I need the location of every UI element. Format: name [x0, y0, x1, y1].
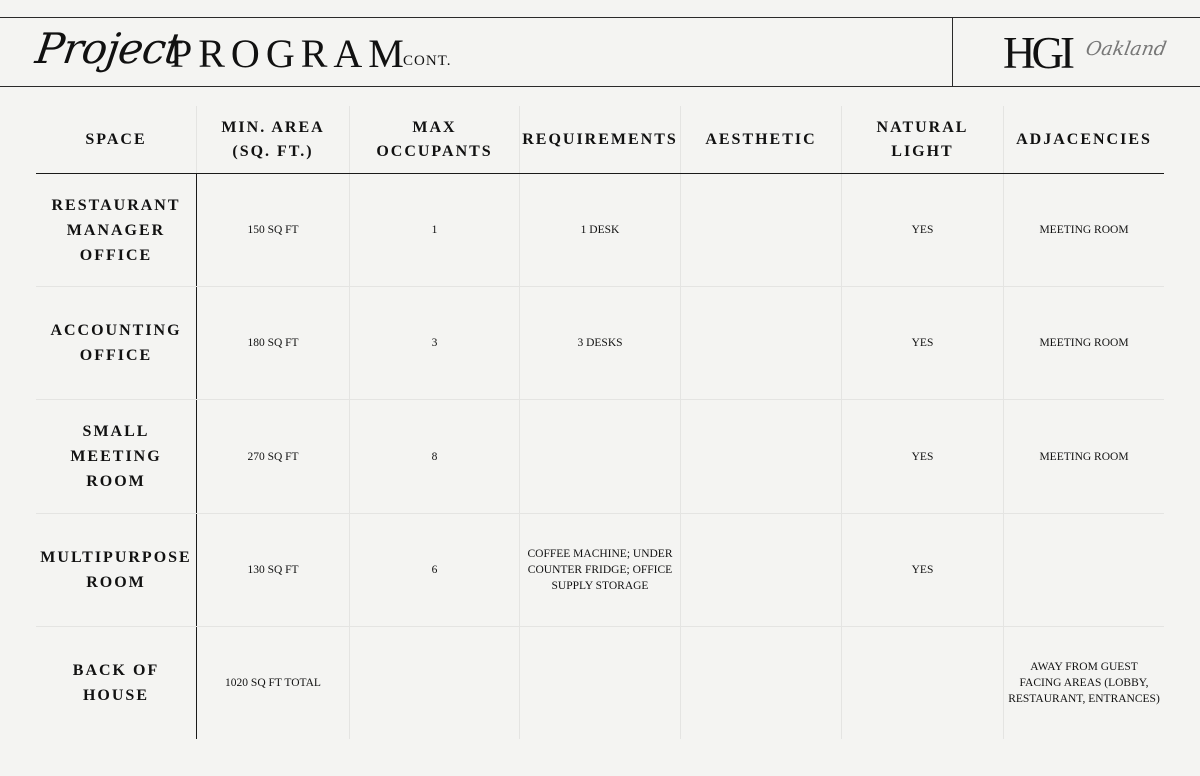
column-header-requirements: REQUIREMENTS	[522, 130, 678, 148]
space-cell: ACCOUNTING OFFICE	[50, 322, 182, 364]
aesthetic-cell	[681, 287, 841, 399]
aesthetic-cell	[681, 627, 841, 739]
natural-light-cell: YES	[911, 450, 934, 463]
adjacencies-cell: AWAY FROM GUEST FACING AREAS (LOBBY, RESTAURANT, ENTRANCES)	[1008, 661, 1160, 705]
column-header-aesthetic: AESTHETIC	[705, 130, 817, 148]
title-suffix: CONT.	[403, 53, 452, 69]
page-header	[0, 17, 1200, 87]
page-title: PROGRAM	[170, 31, 410, 76]
column-header-min-area: MIN. AREA (SQ. FT.)	[221, 118, 325, 160]
occupants-cell	[350, 627, 519, 739]
space-cell: BACK OF HOUSE	[72, 662, 160, 704]
adjacencies-cell: MEETING ROOM	[1039, 337, 1129, 349]
area-cell: 130 SQ FT	[247, 564, 299, 576]
area-cell: 270 SQ FT	[247, 450, 299, 463]
requirements-cell: COFFEE MACHINE; UNDER COUNTER FRIDGE; OFFICE SUPPLY STORAGE	[527, 548, 673, 592]
header-divider	[952, 18, 953, 86]
adjacencies-cell: MEETING ROOM	[1039, 450, 1129, 463]
occupants-cell: 3	[431, 337, 438, 349]
adjacencies-cell: MEETING ROOM	[1039, 224, 1129, 236]
space-cell: SMALL MEETING ROOM	[70, 423, 162, 490]
space-cell: RESTAURANT MANAGER OFFICE	[51, 196, 181, 264]
aesthetic-cell	[681, 400, 841, 513]
aesthetic-cell	[681, 514, 841, 626]
script-title: Project	[32, 24, 185, 73]
requirements-cell: 1 DESK	[580, 224, 620, 236]
space-cell: MULTIPURPOSE ROOM	[40, 549, 192, 591]
occupants-cell: 8	[431, 450, 438, 463]
natural-light-cell	[842, 627, 1003, 739]
logo-hgi: HGI	[1003, 28, 1071, 78]
requirements-cell	[520, 400, 680, 513]
aesthetic-cell	[681, 174, 841, 286]
requirements-cell: 3 DESKS	[577, 337, 623, 349]
column-header-natural-light: NATURAL LIGHT	[876, 118, 969, 160]
column-header-adjacencies: ADJACENCIES	[1016, 130, 1152, 148]
natural-light-cell: YES	[911, 337, 934, 349]
area-cell: 1020 SQ FT TOTAL	[225, 677, 321, 689]
adjacencies-cell	[1004, 514, 1164, 626]
area-cell: 150 SQ FT	[247, 224, 299, 236]
occupants-cell: 6	[431, 564, 438, 576]
column-header-space: SPACE	[85, 130, 147, 148]
natural-light-cell: YES	[911, 564, 934, 576]
natural-light-cell: YES	[911, 224, 934, 236]
area-cell: 180 SQ FT	[247, 337, 299, 349]
logo-oakland: Oakland	[1084, 38, 1169, 60]
occupants-cell: 1	[431, 224, 438, 236]
requirements-cell	[520, 627, 680, 739]
column-header-max-occupants: MAX OCCUPANTS	[376, 118, 493, 160]
